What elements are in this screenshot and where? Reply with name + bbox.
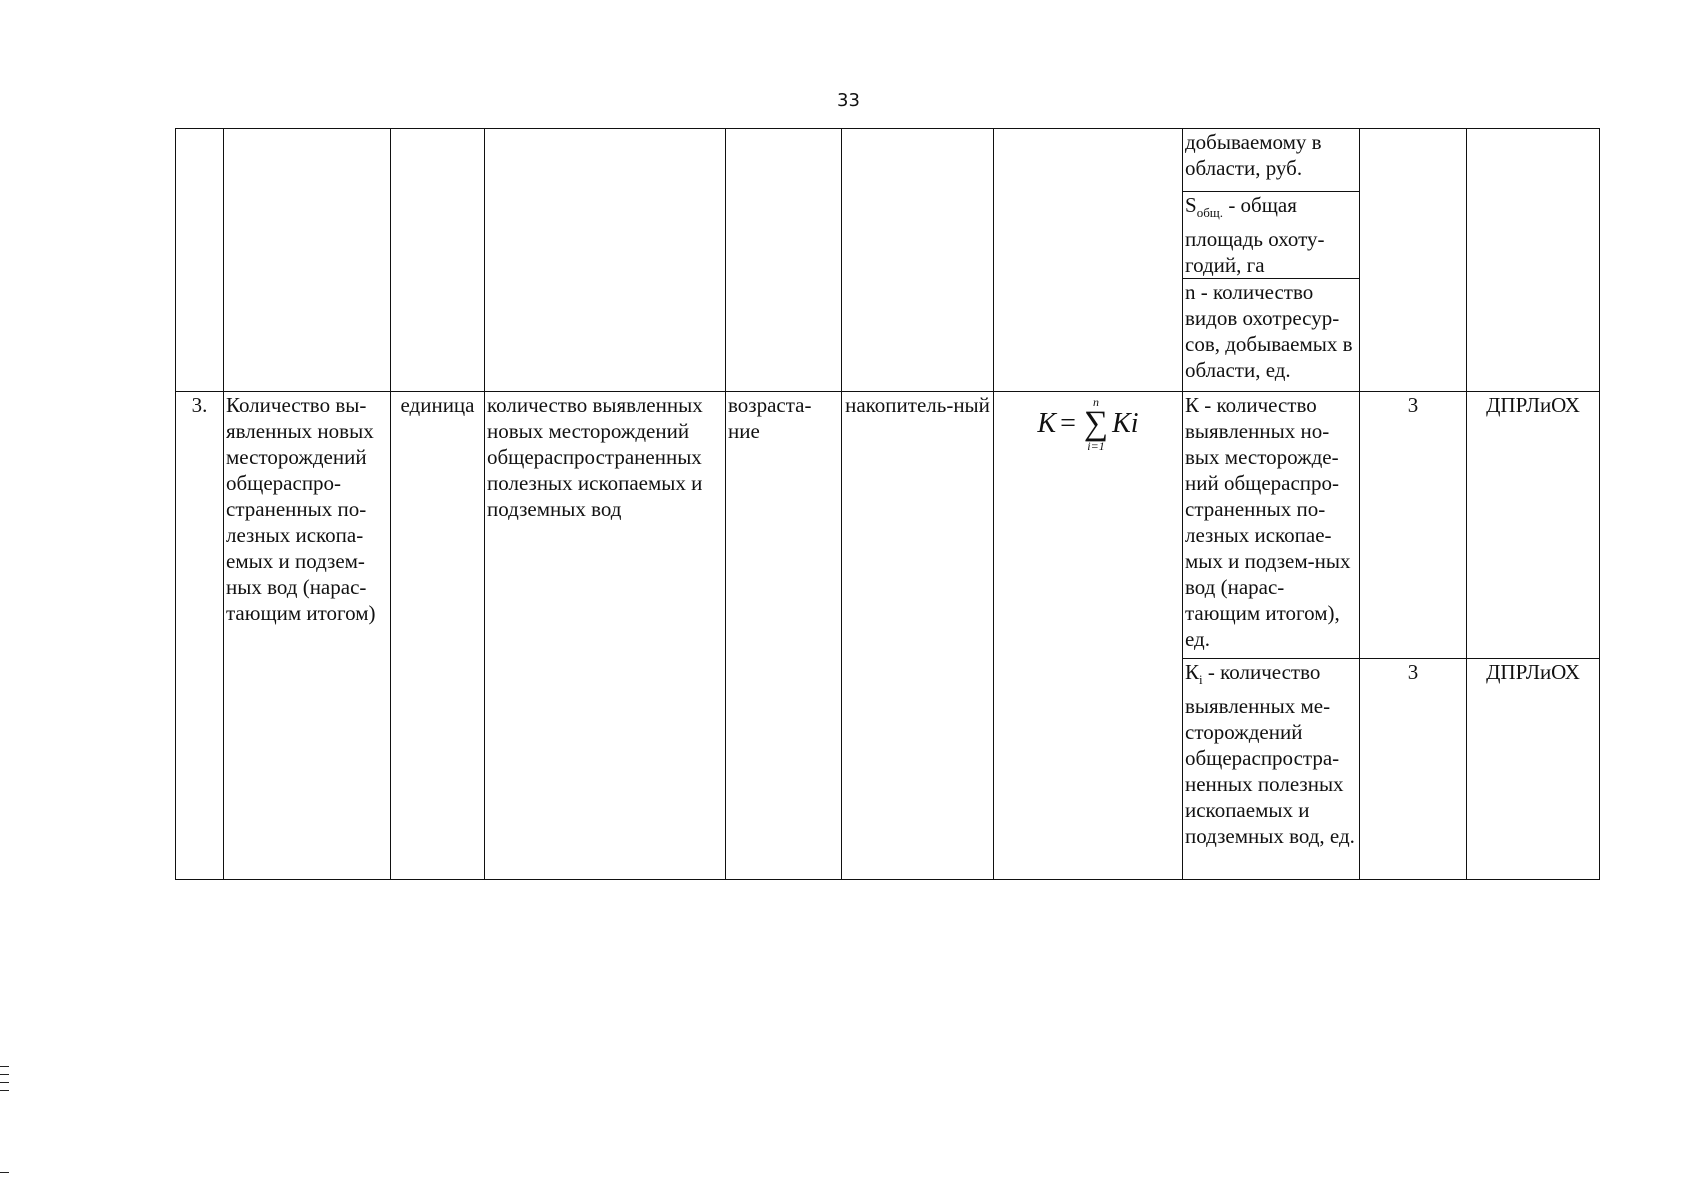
margin-mark [0,1074,9,1075]
cont-var-cell: добываемому в области, руб. [1183,129,1360,192]
cont-trend-cell [726,129,842,392]
var-ki-source: ДПРЛиОХ [1467,659,1600,880]
indicator-row-3 [176,392,1600,659]
indicator-formula-cell [994,392,1183,880]
formula-lhs: K [1037,408,1057,440]
formula-term: Ki [1112,408,1139,440]
sum-formula [996,396,1180,452]
cont-formula-cell [994,129,1183,392]
s-subscript: общ. [1196,205,1224,221]
cont-unit-cell [391,129,485,392]
margin-mark [0,1090,9,1091]
sigma-upper-limit: n [1093,395,1099,410]
indicator-type: накопитель-ный [842,392,994,880]
cont-type-cell [842,129,994,392]
cont-var-s-cell [1183,192,1360,279]
continuation-row-1 [176,129,1600,192]
indicator-unit: единица [391,392,485,880]
sigma-glyph: ∑ [1083,405,1109,443]
var-k-cell: К - количество выявленных но-вых месторожде-ний общераспро-страненных по-лезных ископае-мых и подзем-ных вод (нарас-тающим итогом), ед. [1183,392,1360,659]
var-k-code: 3 [1360,392,1467,659]
cont-num-cell [176,129,224,392]
margin-mark [0,1172,9,1173]
sigma-lower-limit: i=1 [1087,439,1105,454]
cont-code-cell [1360,129,1467,392]
indicator-definition: количество выявленных новых месторождений общераспространенных полезных ископаемых и подземных вод [485,392,726,880]
margin-mark [0,1082,9,1083]
ki-symbol: К [1185,660,1200,685]
indicator-trend: возраста-ние [726,392,842,880]
var-k-source: ДПРЛиОХ [1467,392,1600,659]
sigma-symbol [1084,396,1108,452]
margin-mark [0,1066,9,1067]
ki-text: - количество выявленных ме-сторождений общераспростра-ненных полезных ископаемых и подземных вод, ед. [1185,660,1355,849]
cont-definition-cell [485,129,726,392]
ki-subscript: i [1199,672,1203,688]
indicators-table [175,128,1600,880]
var-ki-code: 3 [1360,659,1467,880]
cont-source-cell [1467,129,1600,392]
page-number: 33 [837,90,860,111]
formula-equals: = [1060,408,1076,440]
var-ki-cell [1183,659,1360,880]
cont-var-n-cell: n - количество видов охотресур-сов, добываемых в области, ед. [1183,279,1360,392]
indicator-name: Количество вы-явленных новых месторождений общераспро-страненных по-лезных ископа-емых и подзем-ных вод (нарас-тающим итогом) [224,392,391,880]
cont-var-text: - общая площадь охоту-годий, га [1185,193,1325,278]
row-number: 3. [176,392,224,880]
cont-name-cell [224,129,391,392]
s-symbol: S [1185,193,1197,217]
